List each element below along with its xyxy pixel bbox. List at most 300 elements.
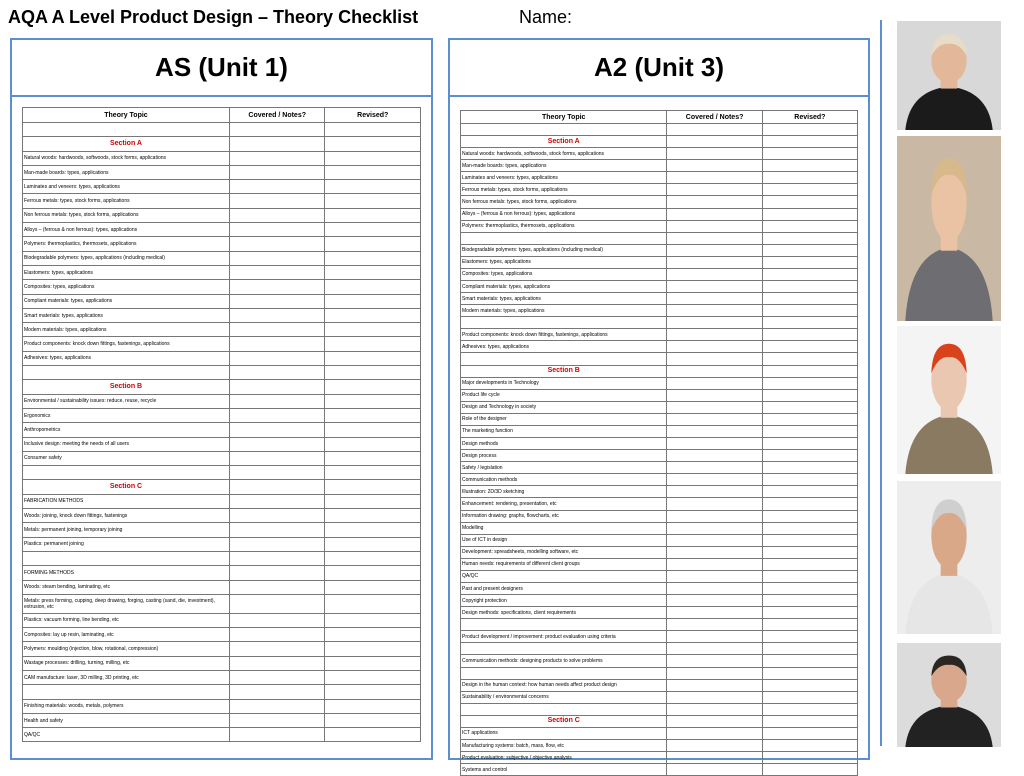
theory-topic-cell: Communication methods	[461, 474, 667, 486]
revised-cell[interactable]	[325, 423, 421, 437]
table-row	[461, 595, 858, 607]
covered-notes-cell[interactable]	[667, 558, 762, 570]
revised-cell[interactable]	[762, 208, 857, 220]
covered-notes-cell[interactable]	[229, 713, 325, 727]
table-row	[461, 268, 858, 280]
revised-cell[interactable]	[762, 595, 857, 607]
covered-notes-cell[interactable]	[667, 136, 762, 148]
covered-notes-cell[interactable]	[229, 237, 325, 251]
theory-topic-cell	[461, 317, 667, 329]
theory-topic-cell	[461, 667, 667, 679]
revised-cell[interactable]	[762, 148, 857, 160]
revised-cell[interactable]	[325, 308, 421, 322]
revised-cell[interactable]	[325, 642, 421, 656]
revised-cell[interactable]	[762, 293, 857, 305]
theory-topic-cell: Finishing materials: woods, metals, polymers	[23, 699, 230, 713]
revised-cell[interactable]	[325, 280, 421, 294]
table-row	[461, 727, 858, 739]
revised-cell[interactable]	[762, 607, 857, 619]
covered-notes-cell[interactable]	[667, 341, 762, 353]
theory-topic-cell: Alloys – (ferrous & non ferrous): types, applications	[461, 208, 667, 220]
revised-cell[interactable]	[762, 389, 857, 401]
theory-topic-cell: Modelling	[461, 522, 667, 534]
theory-topic-cell: Ferrous metals: types, stock forms, applications	[461, 184, 667, 196]
covered-notes-cell[interactable]	[229, 566, 325, 580]
covered-notes-cell[interactable]	[667, 184, 762, 196]
theory-topic-cell: Wastage processes: drilling, turning, milling, etc	[23, 656, 230, 670]
covered-notes-cell[interactable]	[229, 537, 325, 551]
covered-notes-cell[interactable]	[229, 380, 325, 394]
vertical-divider	[880, 20, 882, 746]
covered-notes-cell[interactable]	[667, 389, 762, 401]
table-row	[23, 466, 421, 480]
theory-topic-cell: Use of ICT in design	[461, 534, 667, 546]
revised-cell[interactable]	[325, 337, 421, 351]
covered-notes-cell[interactable]	[229, 509, 325, 523]
table-row	[461, 570, 858, 582]
revised-cell[interactable]	[762, 244, 857, 256]
table-row	[461, 739, 858, 751]
covered-notes-cell[interactable]	[667, 522, 762, 534]
col-header-revised: Revised?	[762, 111, 857, 124]
theory-topic-cell: Role of the designer	[461, 413, 667, 425]
theory-topic-cell: Natural woods: hardwoods, softwoods, stock forms, applications	[461, 148, 667, 160]
theory-topic-cell: Inclusive design: meeting the needs of all users	[23, 437, 230, 451]
table-row	[461, 413, 858, 425]
revised-cell[interactable]	[762, 474, 857, 486]
covered-notes-cell[interactable]	[229, 208, 325, 222]
revised-cell[interactable]	[762, 655, 857, 667]
table-row	[23, 323, 421, 337]
revised-cell[interactable]	[325, 566, 421, 580]
theory-topic-cell	[23, 466, 230, 480]
covered-notes-cell[interactable]	[229, 223, 325, 237]
covered-notes-cell[interactable]	[229, 294, 325, 308]
covered-notes-cell[interactable]	[229, 251, 325, 265]
covered-notes-cell[interactable]	[229, 613, 325, 627]
table-row	[23, 423, 421, 437]
theory-topic-cell: Health and safety	[23, 713, 230, 727]
revised-cell[interactable]	[762, 438, 857, 450]
revised-cell[interactable]	[762, 510, 857, 522]
table-row	[461, 353, 858, 365]
revised-cell[interactable]	[762, 160, 857, 172]
revised-cell[interactable]	[325, 713, 421, 727]
revised-cell[interactable]	[762, 558, 857, 570]
revised-cell[interactable]	[762, 691, 857, 703]
covered-notes-cell[interactable]	[667, 305, 762, 317]
revised-cell[interactable]	[762, 546, 857, 558]
revised-cell[interactable]	[325, 437, 421, 451]
covered-notes-cell[interactable]	[667, 570, 762, 582]
revised-cell[interactable]	[325, 180, 421, 194]
table-row	[461, 474, 858, 486]
covered-notes-cell[interactable]	[667, 534, 762, 546]
table-row	[461, 124, 858, 136]
revised-cell[interactable]	[762, 715, 857, 727]
table-row	[23, 351, 421, 365]
covered-notes-cell[interactable]	[667, 715, 762, 727]
table-row	[23, 165, 421, 179]
covered-notes-cell[interactable]	[667, 256, 762, 268]
revised-cell[interactable]	[325, 580, 421, 594]
revised-cell[interactable]	[762, 631, 857, 643]
covered-notes-cell[interactable]	[667, 208, 762, 220]
table-row	[461, 377, 858, 389]
covered-notes-cell[interactable]	[667, 220, 762, 232]
covered-notes-cell[interactable]	[667, 317, 762, 329]
revised-cell[interactable]	[762, 196, 857, 208]
revised-cell[interactable]	[325, 670, 421, 684]
section-row	[461, 365, 858, 377]
theory-topic-cell: Elastomers: types, applications	[23, 265, 230, 279]
revised-cell[interactable]	[762, 667, 857, 679]
revised-cell[interactable]	[762, 498, 857, 510]
covered-notes-cell[interactable]	[229, 466, 325, 480]
theory-topic-cell: Man-made boards: types, applications	[461, 160, 667, 172]
covered-notes-cell[interactable]	[667, 438, 762, 450]
revised-cell[interactable]	[762, 752, 857, 764]
table-row	[461, 389, 858, 401]
covered-notes-cell[interactable]	[667, 727, 762, 739]
revised-cell[interactable]	[325, 208, 421, 222]
table-row	[461, 486, 858, 498]
table-row	[23, 208, 421, 222]
covered-notes-cell[interactable]	[667, 232, 762, 244]
table-row	[461, 679, 858, 691]
covered-notes-cell[interactable]	[229, 151, 325, 165]
theory-topic-cell: Enhancement: rendering, presentation, etc	[461, 498, 667, 510]
covered-notes-cell[interactable]	[667, 450, 762, 462]
revised-cell[interactable]	[325, 194, 421, 208]
revised-cell[interactable]	[762, 341, 857, 353]
theory-topic-cell: Ergonomics	[23, 408, 230, 422]
revised-cell[interactable]	[325, 685, 421, 699]
covered-notes-cell[interactable]	[667, 196, 762, 208]
revised-cell[interactable]	[762, 727, 857, 739]
table-row	[461, 438, 858, 450]
covered-notes-cell[interactable]	[229, 180, 325, 194]
covered-notes-cell[interactable]	[667, 486, 762, 498]
revised-cell[interactable]	[762, 281, 857, 293]
covered-notes-cell[interactable]	[667, 655, 762, 667]
covered-notes-cell[interactable]	[667, 401, 762, 413]
theory-topic-cell: Systems and control	[461, 764, 667, 776]
covered-notes-cell[interactable]	[667, 752, 762, 764]
theory-topic-cell: Composites: types, applications	[23, 280, 230, 294]
revised-cell[interactable]	[325, 123, 421, 137]
table-row	[461, 510, 858, 522]
covered-notes-cell[interactable]	[667, 293, 762, 305]
table-row	[23, 265, 421, 279]
theory-topic-cell: Compliant materials: types, applications	[461, 281, 667, 293]
covered-notes-cell[interactable]	[229, 656, 325, 670]
document-title: AQA A Level Product Design – Theory Checklist	[8, 7, 419, 27]
table-row	[23, 594, 421, 613]
covered-notes-cell[interactable]	[229, 670, 325, 684]
revised-cell[interactable]	[762, 486, 857, 498]
covered-notes-cell[interactable]	[667, 244, 762, 256]
covered-notes-cell[interactable]	[229, 685, 325, 699]
covered-notes-cell[interactable]	[229, 394, 325, 408]
revised-cell[interactable]	[762, 377, 857, 389]
portrait-image	[897, 643, 1001, 747]
covered-notes-cell[interactable]	[229, 642, 325, 656]
covered-notes-cell[interactable]	[667, 160, 762, 172]
covered-notes-cell[interactable]	[229, 265, 325, 279]
covered-notes-cell[interactable]	[667, 413, 762, 425]
covered-notes-cell[interactable]	[667, 679, 762, 691]
covered-notes-cell[interactable]	[667, 667, 762, 679]
table-row	[23, 728, 421, 742]
col-header-theory-topic: Theory Topic	[23, 108, 230, 123]
covered-notes-cell[interactable]	[667, 377, 762, 389]
revised-cell[interactable]	[762, 184, 857, 196]
revised-cell[interactable]	[762, 679, 857, 691]
designer-photo-2	[897, 136, 1001, 321]
table-row	[23, 237, 421, 251]
covered-notes-cell[interactable]	[229, 451, 325, 465]
covered-notes-cell[interactable]	[667, 691, 762, 703]
theory-topic-cell: QA/QC	[23, 728, 230, 742]
theory-topic-cell: ICT applications	[461, 727, 667, 739]
covered-notes-cell[interactable]	[229, 308, 325, 322]
revised-cell[interactable]	[762, 582, 857, 594]
theory-topic-cell: Polymers: thermoplastics, thermosets, applications	[23, 237, 230, 251]
covered-notes-cell[interactable]	[229, 123, 325, 137]
covered-notes-cell[interactable]	[667, 703, 762, 715]
revised-cell[interactable]	[762, 268, 857, 280]
covered-notes-cell[interactable]	[667, 148, 762, 160]
table-row	[23, 337, 421, 351]
covered-notes-cell[interactable]	[229, 728, 325, 742]
theory-topic-cell: Past and present designers	[461, 582, 667, 594]
covered-notes-cell[interactable]	[667, 425, 762, 437]
revised-cell[interactable]	[325, 523, 421, 537]
theory-topic-cell: Adhesives: types, applications	[461, 341, 667, 353]
covered-notes-cell[interactable]	[667, 124, 762, 136]
covered-notes-cell[interactable]	[667, 329, 762, 341]
as-panel-title: AS (Unit 1)	[12, 40, 431, 97]
revised-cell[interactable]	[762, 124, 857, 136]
covered-notes-cell[interactable]	[229, 423, 325, 437]
section-heading: Section C	[461, 715, 667, 727]
revised-cell[interactable]	[325, 223, 421, 237]
revised-cell[interactable]	[325, 394, 421, 408]
revised-cell[interactable]	[325, 613, 421, 627]
revised-cell[interactable]	[325, 480, 421, 494]
covered-notes-cell[interactable]	[667, 474, 762, 486]
theory-topic-cell: Human needs: requirements of different client groups	[461, 558, 667, 570]
revised-cell[interactable]	[762, 305, 857, 317]
theory-topic-cell: Product components: knock down fittings, fastenings, applications	[461, 329, 667, 341]
table-row	[23, 580, 421, 594]
table-row	[461, 643, 858, 655]
covered-notes-cell[interactable]	[229, 351, 325, 365]
portrait-image	[897, 481, 1001, 634]
theory-topic-cell	[23, 551, 230, 565]
covered-notes-cell[interactable]	[229, 194, 325, 208]
covered-notes-cell[interactable]	[667, 365, 762, 377]
covered-notes-cell[interactable]	[667, 510, 762, 522]
covered-notes-cell[interactable]	[229, 165, 325, 179]
table-row	[23, 308, 421, 322]
col-header-theory-topic: Theory Topic	[461, 111, 667, 124]
revised-cell[interactable]	[325, 351, 421, 365]
covered-notes-cell[interactable]	[229, 494, 325, 508]
covered-notes-cell[interactable]	[667, 498, 762, 510]
covered-notes-cell[interactable]	[667, 739, 762, 751]
revised-cell[interactable]	[762, 232, 857, 244]
covered-notes-cell[interactable]	[667, 172, 762, 184]
revised-cell[interactable]	[762, 570, 857, 582]
name-label: Name:	[519, 7, 573, 27]
table-row	[23, 523, 421, 537]
theory-topic-cell: Biodegradable polymers: types, applications (including medical)	[461, 244, 667, 256]
section-heading: Section A	[23, 137, 230, 151]
revised-cell[interactable]	[762, 764, 857, 776]
revised-cell[interactable]	[762, 256, 857, 268]
revised-cell[interactable]	[762, 534, 857, 546]
table-row	[461, 462, 858, 474]
table-row	[23, 551, 421, 565]
revised-cell[interactable]	[762, 317, 857, 329]
covered-notes-cell[interactable]	[229, 437, 325, 451]
covered-notes-cell[interactable]	[667, 582, 762, 594]
table-row	[23, 613, 421, 627]
covered-notes-cell[interactable]	[667, 619, 762, 631]
covered-notes-cell[interactable]	[667, 281, 762, 293]
revised-cell[interactable]	[325, 366, 421, 380]
revised-cell[interactable]	[325, 466, 421, 480]
revised-cell[interactable]	[325, 251, 421, 265]
revised-cell[interactable]	[762, 643, 857, 655]
covered-notes-cell[interactable]	[229, 137, 325, 151]
table-row	[23, 537, 421, 551]
covered-notes-cell[interactable]	[667, 631, 762, 643]
table-row	[461, 341, 858, 353]
revised-cell[interactable]	[762, 172, 857, 184]
revised-cell[interactable]	[762, 401, 857, 413]
revised-cell[interactable]	[325, 494, 421, 508]
covered-notes-cell[interactable]	[667, 462, 762, 474]
table-row	[461, 148, 858, 160]
covered-notes-cell[interactable]	[229, 480, 325, 494]
covered-notes-cell[interactable]	[229, 323, 325, 337]
portrait-image	[897, 21, 1001, 130]
covered-notes-cell[interactable]	[229, 580, 325, 594]
covered-notes-cell[interactable]	[229, 628, 325, 642]
revised-cell[interactable]	[325, 451, 421, 465]
revised-cell[interactable]	[325, 294, 421, 308]
theory-topic-cell: Alloys – (ferrous & non ferrous): types, applications	[23, 223, 230, 237]
theory-topic-cell: Woods: steam bending, laminating, etc	[23, 580, 230, 594]
covered-notes-cell[interactable]	[229, 366, 325, 380]
revised-cell[interactable]	[762, 739, 857, 751]
covered-notes-cell[interactable]	[667, 268, 762, 280]
revised-cell[interactable]	[325, 380, 421, 394]
theory-topic-cell: Consumer safety	[23, 451, 230, 465]
theory-topic-cell: Communication methods: designing products to solve problems	[461, 655, 667, 667]
section-heading: Section B	[23, 380, 230, 394]
section-row	[23, 380, 421, 394]
theory-topic-cell: Smart materials: types, applications	[461, 293, 667, 305]
covered-notes-cell[interactable]	[229, 280, 325, 294]
revised-cell[interactable]	[325, 151, 421, 165]
covered-notes-cell[interactable]	[229, 594, 325, 613]
table-row	[23, 494, 421, 508]
revised-cell[interactable]	[325, 323, 421, 337]
revised-cell[interactable]	[325, 728, 421, 742]
covered-notes-cell[interactable]	[229, 523, 325, 537]
revised-cell[interactable]	[325, 699, 421, 713]
theory-topic-cell: Metals: permanent joining, temporary joining	[23, 523, 230, 537]
revised-cell[interactable]	[762, 522, 857, 534]
table-row	[23, 251, 421, 265]
covered-notes-cell[interactable]	[667, 607, 762, 619]
revised-cell[interactable]	[762, 413, 857, 425]
revised-cell[interactable]	[325, 165, 421, 179]
revised-cell[interactable]	[325, 537, 421, 551]
revised-cell[interactable]	[325, 265, 421, 279]
theory-topic-cell: Non ferrous metals: types, stock forms, applications	[23, 208, 230, 222]
theory-topic-cell	[23, 366, 230, 380]
revised-cell[interactable]	[762, 462, 857, 474]
covered-notes-cell[interactable]	[667, 595, 762, 607]
revised-cell[interactable]	[762, 365, 857, 377]
theory-topic-cell: Manufacturing systems: batch, mass, flow, etc	[461, 739, 667, 751]
revised-cell[interactable]	[325, 551, 421, 565]
table-row	[23, 151, 421, 165]
revised-cell[interactable]	[762, 619, 857, 631]
covered-notes-cell[interactable]	[667, 546, 762, 558]
revised-cell[interactable]	[325, 137, 421, 151]
covered-notes-cell[interactable]	[667, 643, 762, 655]
revised-cell[interactable]	[325, 237, 421, 251]
covered-notes-cell[interactable]	[667, 353, 762, 365]
covered-notes-cell[interactable]	[229, 337, 325, 351]
revised-cell[interactable]	[325, 509, 421, 523]
a2-unit3-panel	[448, 38, 870, 773]
revised-cell[interactable]	[762, 136, 857, 148]
revised-cell[interactable]	[762, 703, 857, 715]
revised-cell[interactable]	[762, 425, 857, 437]
table-row	[23, 699, 421, 713]
table-row	[23, 713, 421, 727]
covered-notes-cell[interactable]	[229, 408, 325, 422]
table-row	[23, 566, 421, 580]
table-row	[461, 764, 858, 776]
revised-cell[interactable]	[325, 594, 421, 613]
table-row	[461, 196, 858, 208]
revised-cell[interactable]	[762, 329, 857, 341]
theory-topic-cell: Product life cycle	[461, 389, 667, 401]
table-row	[23, 437, 421, 451]
revised-cell[interactable]	[325, 656, 421, 670]
revised-cell[interactable]	[762, 450, 857, 462]
theory-topic-cell: Biodegradable polymers: types, applications (including medical)	[23, 251, 230, 265]
theory-topic-cell: Information drawing: graphs, flowcharts, etc	[461, 510, 667, 522]
revised-cell[interactable]	[762, 220, 857, 232]
covered-notes-cell[interactable]	[667, 764, 762, 776]
covered-notes-cell[interactable]	[229, 699, 325, 713]
revised-cell[interactable]	[762, 353, 857, 365]
revised-cell[interactable]	[325, 628, 421, 642]
table-row	[461, 244, 858, 256]
section-heading: Section B	[461, 365, 667, 377]
revised-cell[interactable]	[325, 408, 421, 422]
covered-notes-cell[interactable]	[229, 551, 325, 565]
